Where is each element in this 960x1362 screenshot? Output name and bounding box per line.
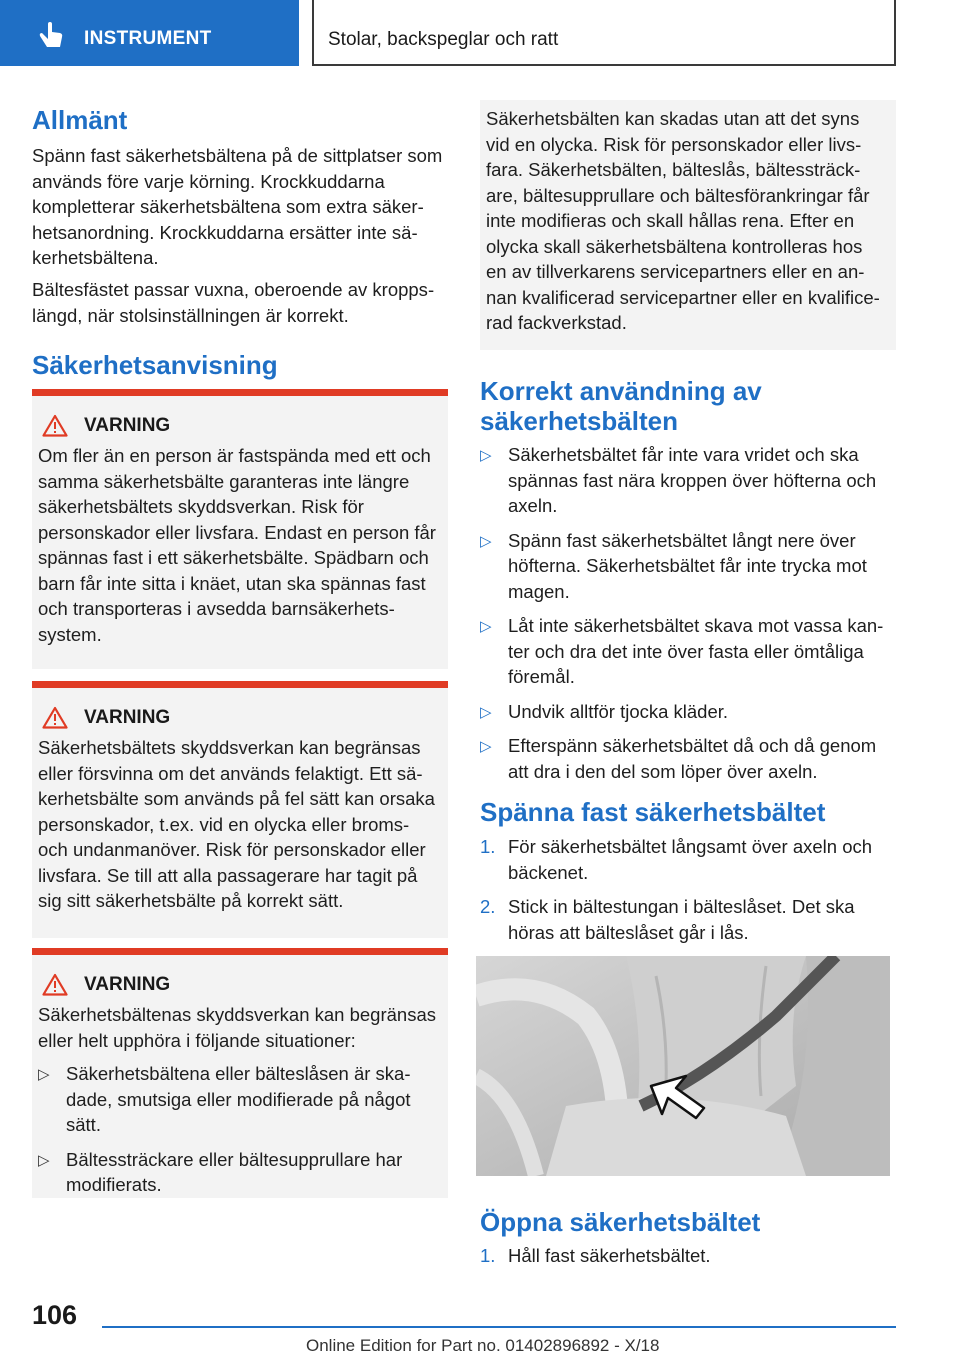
list-item: ▷ Säkerhetsbältena eller bälteslåsen är skadade, smutsiga eller modifierade på något sätt. — [38, 1063, 411, 1135]
warning-text: Säkerhetsbältenas skyddsverkan kan begränsas eller helt upphöra i följande situationer: — [38, 1004, 436, 1051]
step-number: 1. — [480, 836, 496, 857]
bullet-marker-icon: ▷ — [38, 1151, 50, 1169]
warning-bullet-list — [38, 1061, 440, 1198]
list-item: ▷ Efterspänn säkerhetsbältet då och då genom att dra i den del som löper över axeln. — [480, 735, 877, 782]
list-item: ▷ Spänn fast säkerhetsbältet långt nere över höfterna. Säkerhetsbältet får inte trycka mot magen. — [480, 529, 867, 602]
warning-title — [38, 973, 440, 996]
list-item: 1. För säkerhetsbältet långsamt över axeln och bäckenet. — [480, 836, 873, 883]
warning-triangle-icon — [42, 706, 68, 729]
open-steps — [480, 1243, 896, 1278]
page-number: 106 — [32, 1300, 78, 1330]
warning-title — [38, 414, 440, 437]
list-item: ▷ Undvik alltför tjocka kläder. — [480, 699, 896, 725]
warning-triangle-icon — [42, 414, 68, 437]
chapter-title: Stolar, backspeglar och ratt — [328, 29, 559, 50]
bullet-marker-icon: ▷ — [38, 1066, 50, 1083]
warning-text: Om fler än en person är fastspända med ett och samma säkerhetsbälte garanteras inte längre säkerhetsbältets skyddsverkan. Risk för personskador eller livsfara. Endast en person får spännas fast i ett säkerhetsbälte. Spädbarn och barn får inte sitta i knäet, utan ska spännas fast och transporteras i avsedda barnsäkerhetssystem. — [38, 445, 436, 645]
warning-triangle-icon — [42, 973, 68, 996]
bullet-marker-icon: ▷ — [480, 703, 492, 721]
bullet-marker-icon: ▷ — [480, 618, 492, 635]
heading-correct-use: Korrekt användning av säkerhetsbälten — [480, 376, 762, 436]
fasten-steps — [480, 834, 896, 954]
footer-divider — [102, 1326, 896, 1328]
info-box — [480, 100, 896, 350]
step-number: 1. — [480, 1245, 496, 1266]
warning-box-3 — [32, 948, 448, 1198]
bullet-marker-icon: ▷ — [480, 447, 492, 464]
footer-edition: Online Edition for Part no. 01402896892 - X/18 — [306, 1336, 660, 1355]
warning-title-text: VARNING — [84, 706, 171, 728]
list-item: ▷ Låt inte säkerhetsbältet skava mot vassa kanter och dra det inte över fasta eller ömtåliga föremål. — [480, 615, 884, 687]
step-number: 2. — [480, 896, 496, 917]
list-item: ▷ Säkerhetsbältet får inte vara vridet och ska spännas fast nära kroppen över höfterna och axeln. — [480, 444, 877, 516]
list-item: 2. Stick in bältestungan i bälteslåset. Det ska höras att bälteslåset går i lås. — [480, 896, 855, 943]
bullet-marker-icon: ▷ — [480, 738, 492, 755]
heading-fasten: Spänna fast säkerhetsbältet — [480, 797, 826, 827]
heading-general: Allmänt — [32, 105, 128, 135]
seat-belt-illustration — [476, 956, 890, 1176]
hand-pointer-icon — [36, 20, 66, 50]
warning-title-text: VARNING — [84, 414, 171, 436]
warning-box-2 — [32, 681, 448, 938]
warning-text: Säkerhetsbältets skyddsverkan kan begränsas eller försvinna om det används felaktigt. Ett säkerhetsbälte som används på fel sätt kan orsaka personskador, t.ex. vid en olycka eller broms- och undanmanöver. Risk för personskador eller livsfara. Se till att alla passagerare har tagit på sig sitt säkerhetsbälte på korrekt sätt. — [38, 737, 435, 911]
warning-title-text: VARNING — [84, 973, 171, 995]
info-text: Säkerhetsbälten kan skadas utan att det syns vid en olycka. Risk för personskador eller livsfara. Säkerhetsbälten, bälteslås, bältessträckare, bältesupprullare och bältesförankringar får inte modifieras och skall hållas rena. Efter en olycka skall säkerhetsbältena kontrolleras hos en av tillverkarens servicepartners eller en annan kvalificerad servicepartner eller en kvalificerad fackverkstad. — [486, 108, 880, 333]
warning-title — [38, 706, 440, 729]
chapter-header — [312, 0, 896, 66]
section-tab[interactable] — [0, 0, 299, 66]
list-item: ▷ Bältessträckare eller bältesupprullare har modifierats. — [38, 1148, 403, 1195]
general-paragraph-2: Bältesfästet passar vuxna, oberoende av kroppslängd, när stolsinställningen är korrekt. — [32, 279, 435, 326]
section-tab-label: INSTRUMENT — [84, 28, 212, 49]
warning-box-1 — [32, 389, 448, 669]
list-item: 1. Håll fast säkerhetsbältet. — [480, 1243, 896, 1269]
heading-open: Öppna säkerhetsbältet — [480, 1207, 761, 1237]
general-paragraph-1: Spänn fast säkerhetsbältena på de sittplatser som används före varje körning. Krockkuddarna kompletterar säkerhetsbältena som extra säkerhetsanordning. Krockkuddarna ersätter inte säkerhetsbältena. — [32, 145, 443, 268]
bullet-marker-icon: ▷ — [480, 532, 492, 550]
heading-safety: Säkerhetsanvisning — [32, 350, 278, 380]
correct-use-list — [480, 442, 896, 793]
